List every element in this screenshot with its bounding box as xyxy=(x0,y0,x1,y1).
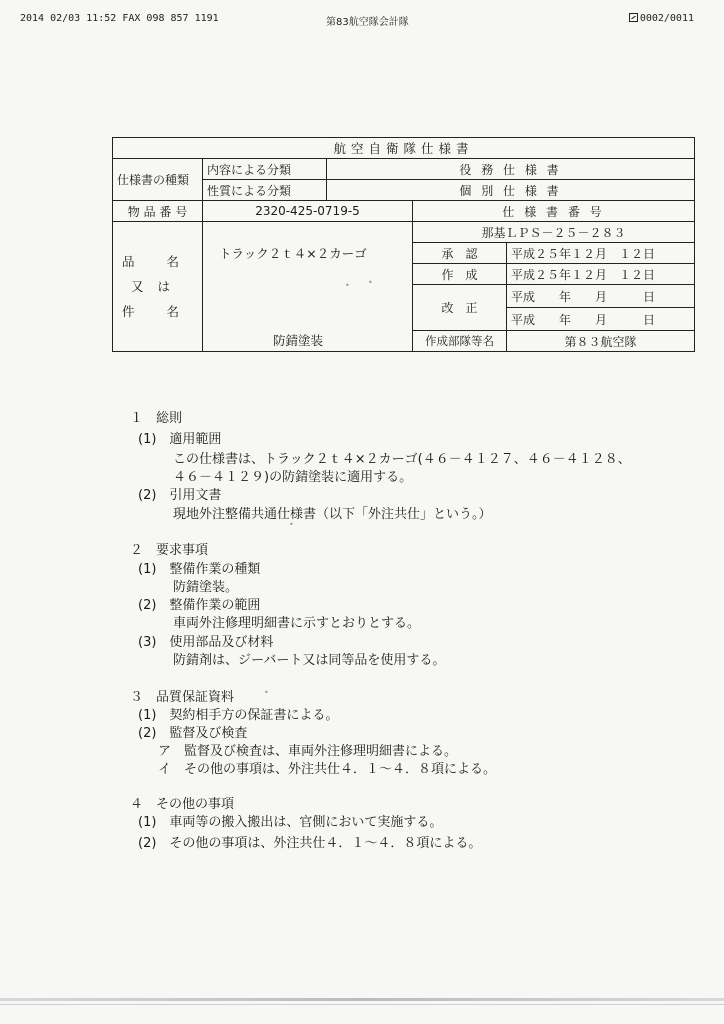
nature-value: 個 別 仕 様 書 xyxy=(327,180,695,201)
content-value: 役 務 仕 様 書 xyxy=(327,159,695,180)
item-name-l3: 件 名 xyxy=(122,304,193,319)
dept-label: 作成部隊等名 xyxy=(413,331,507,352)
revise-date1: 平成 年 月 日 xyxy=(507,285,695,308)
section-1-1-heading: (1) 適用範囲 xyxy=(138,432,222,447)
section-4-2-text: (2) その他の事項は、外注共仕４．１～４．８項による。 xyxy=(138,836,482,851)
section-2-1-text: 防錆塗装。 xyxy=(173,580,239,595)
section-2-heading: ２ 要求事項 xyxy=(130,543,209,558)
section-1-heading: １ 総則 xyxy=(130,411,183,426)
scan-speck: • xyxy=(289,520,294,529)
section-3-2-heading: (2) 監督及び検査 xyxy=(138,726,248,741)
fax-header-center: 第83航空隊会計隊 xyxy=(326,17,409,28)
section-2-2-text: 車両外注修理明細書に示すとおりとする。 xyxy=(173,616,421,631)
create-date: 平成２５年１２月 １２日 xyxy=(507,264,695,285)
item-name-l1: 品 名 xyxy=(122,254,193,269)
item-name-cell xyxy=(203,222,413,352)
section-3-2-i-text: イ その他の事項は、外注共仕４．１～４．８項による。 xyxy=(158,762,497,777)
fax-header-left: 2014 02/03 11:52 FAX 098 857 1191 xyxy=(20,13,219,24)
fax-header-right xyxy=(629,13,694,24)
item-name-label xyxy=(113,222,203,352)
revise-date2: 平成 年 月 日 xyxy=(507,308,695,331)
create-label: 作 成 xyxy=(413,264,507,285)
scan-edge-line xyxy=(0,998,724,1001)
section-1-2-text: 現地外注整備共通仕様書（以下「外注共仕」という。） xyxy=(173,507,492,522)
section-4-1-text: (1) 車両等の搬入搬出は、官側において実施する。 xyxy=(138,815,443,830)
item-no-label: 物 品 番 号 xyxy=(113,201,203,222)
spec-no-label: 仕 様 書 番 号 xyxy=(413,201,695,222)
section-1-1-text-2: ４６－４１２９)の防錆塗装に適用する。 xyxy=(173,470,413,485)
approve-date: 平成２５年１２月 １２日 xyxy=(507,243,695,264)
section-3-2-a-text: ア 監督及び検査は、車両外注修理明細書による。 xyxy=(158,744,458,759)
page-icon xyxy=(629,13,638,22)
item-line2: 防錆塗装 xyxy=(273,333,324,348)
section-2-3-text: 防錆剤は、ジーバート又は同等品を使用する。 xyxy=(173,653,446,668)
item-line1: トラック２ｔ４×２カーゴ xyxy=(219,246,367,261)
spec-no-value: 那基ＬＰＳ－２５－２８３ xyxy=(413,222,695,243)
kind-label: 仕様書の種類 xyxy=(113,159,203,201)
item-no-value: 2320-425-0719-5 xyxy=(203,201,413,222)
scan-speck: • xyxy=(368,278,373,287)
revise-label: 改 正 xyxy=(413,285,507,331)
item-name-l2: 又は xyxy=(130,279,184,294)
scan-speck: • xyxy=(345,281,350,290)
content-label: 内容による分類 xyxy=(203,159,327,180)
section-1-1-text-1: この仕様書は、トラック２ｔ４×２カーゴ(４６－４１２７、４６－４１２８、 xyxy=(173,452,631,467)
spec-title: 航空自衛隊仕様書 xyxy=(113,138,695,159)
section-2-3-heading: (3) 使用部品及び材料 xyxy=(138,635,274,650)
spec-table xyxy=(112,137,695,352)
dept-value: 第８３航空隊 xyxy=(507,331,695,352)
scan-edge-line xyxy=(0,1004,724,1005)
section-3-heading: ３ 品質保証資料 xyxy=(130,690,235,705)
nature-label: 性質による分類 xyxy=(203,180,327,201)
section-3-1-text: (1) 契約相手方の保証書による。 xyxy=(138,708,339,723)
section-2-2-heading: (2) 整備作業の範囲 xyxy=(138,598,261,613)
section-2-1-heading: (1) 整備作業の種類 xyxy=(138,562,261,577)
section-4-heading: ４ その他の事項 xyxy=(130,797,235,812)
approve-label: 承 認 xyxy=(413,243,507,264)
fax-page-number: 0002/0011 xyxy=(639,13,694,24)
scan-speck: • xyxy=(264,688,269,697)
section-1-2-heading: (2) 引用文書 xyxy=(138,488,222,503)
